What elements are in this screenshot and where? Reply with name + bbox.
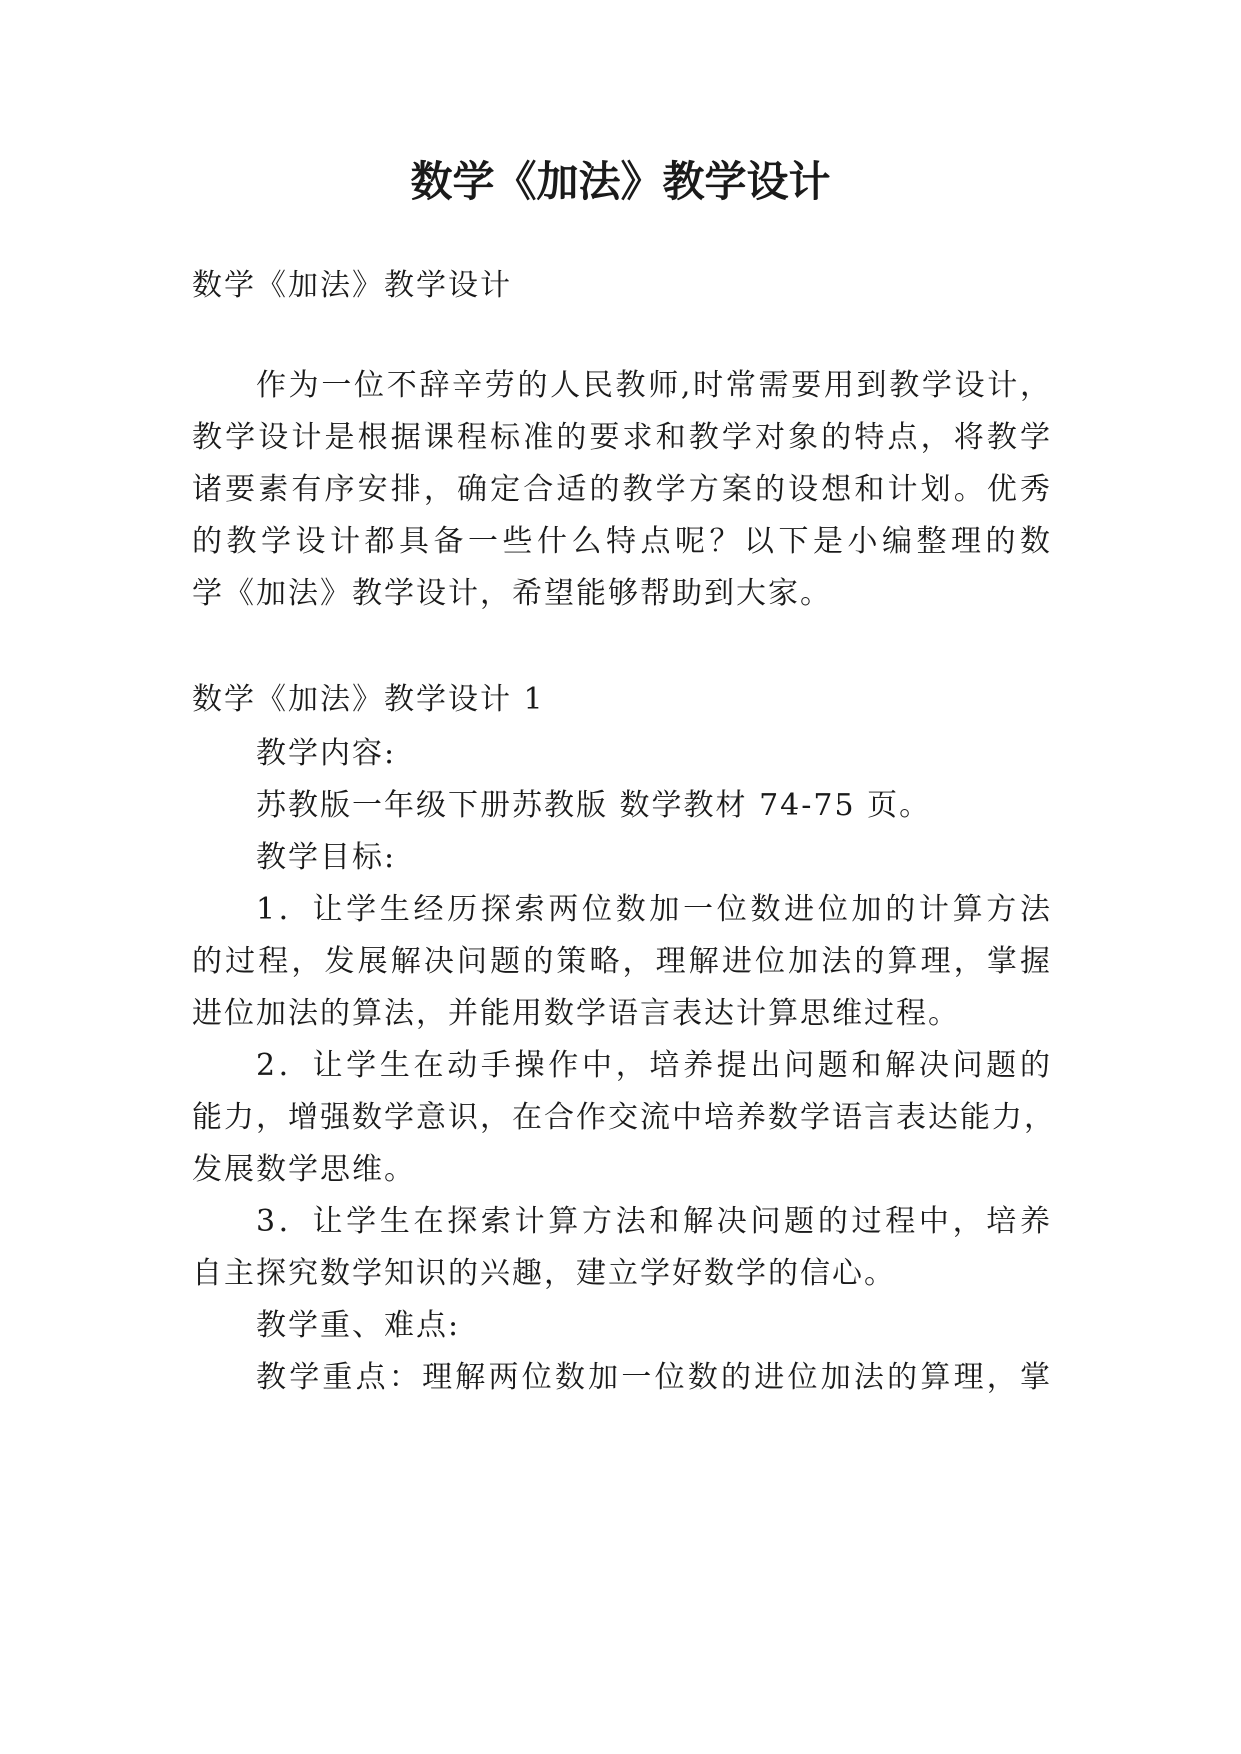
- section-heading: 数学《加法》教学设计 1: [192, 682, 545, 717]
- goal-3-line: 自主探究数学知识的兴趣，建立学好数学的信心。: [192, 1256, 896, 1291]
- subtitle: 数学《加法》教学设计: [192, 268, 512, 303]
- difficulty-label: 教学重、难点:: [256, 1308, 461, 1343]
- goal-2-line: 能力，增强数学意识，在合作交流中培养数学语言表达能力，: [192, 1100, 1056, 1135]
- focus-line: 教学重点：理解两位数加一位数的进位加法的算理，掌: [256, 1360, 1052, 1395]
- intro-line: 教学设计是根据课程标准的要求和教学对象的特点，将教学: [192, 420, 1052, 455]
- content-label: 教学内容:: [256, 736, 397, 771]
- goal-1-line: 的过程，发展解决问题的策略，理解进位加法的算理，掌握: [192, 944, 1052, 979]
- goal-3-line: 3．让学生在探索计算方法和解决问题的过程中，培养: [256, 1204, 1052, 1239]
- intro-line: 作为一位不辞辛劳的人民教师,时常需要用到教学设计，: [256, 368, 1052, 403]
- intro-line: 的教学设计都具备一些什么特点呢？以下是小编整理的数: [192, 524, 1052, 559]
- content-text: 苏教版一年级下册苏教版 数学教材 74-75 页。: [256, 788, 932, 823]
- goal-1-line: 1．让学生经历探索两位数加一位数进位加的计算方法: [256, 892, 1052, 927]
- goal-2-line: 发展数学思维。: [192, 1152, 416, 1187]
- intro-line: 学《加法》教学设计，希望能够帮助到大家。: [192, 576, 832, 611]
- document-title: 数学《加法》教学设计: [410, 157, 831, 206]
- intro-line: 诸要素有序安排，确定合适的教学方案的设想和计划。优秀: [192, 472, 1052, 507]
- goal-2-line: 2．让学生在动手操作中，培养提出问题和解决问题的: [256, 1048, 1052, 1083]
- goal-1-line: 进位加法的算法，并能用数学语言表达计算思维过程。: [192, 996, 960, 1031]
- goals-label: 教学目标:: [256, 840, 397, 875]
